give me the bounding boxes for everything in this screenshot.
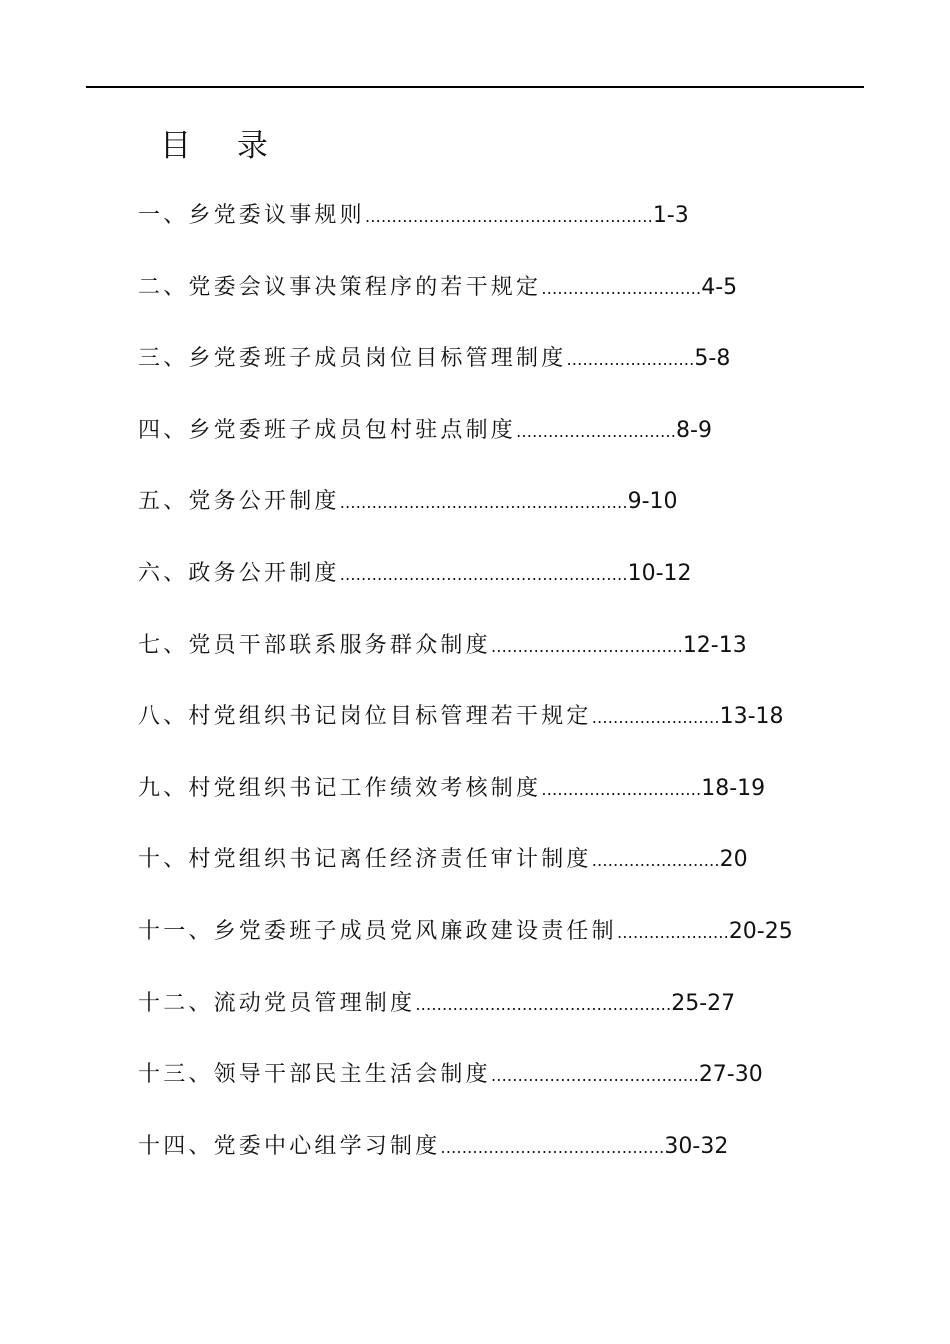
header-rule bbox=[86, 86, 864, 88]
toc-entry-leader: …………………… bbox=[591, 851, 720, 871]
toc-entry bbox=[138, 984, 838, 1056]
toc-entry-label: 四、乡党委班子成员包村驻点制度 bbox=[138, 417, 517, 443]
toc-entry bbox=[138, 626, 838, 698]
toc-entry-pages: 25-27 bbox=[671, 990, 736, 1016]
toc-entry bbox=[138, 1127, 838, 1199]
toc-entry bbox=[138, 196, 838, 268]
toc-entry-label: 一、乡党委议事规则 bbox=[138, 203, 365, 228]
toc-entry-pages: 9-10 bbox=[627, 489, 678, 515]
toc-entry-leader: ………………………………………… bbox=[415, 994, 672, 1014]
toc-entry-leader: ………………………………… bbox=[490, 1066, 699, 1086]
toc-entry-pages: 20 bbox=[719, 847, 748, 873]
toc-entry-leader: …………………… bbox=[591, 708, 720, 728]
toc-entry-pages: 20-25 bbox=[728, 918, 793, 944]
toc-entry-label: 十一、乡党委班子成员党风廉政建设责任制 bbox=[138, 918, 617, 944]
toc-entry bbox=[138, 554, 838, 626]
toc-entry-label: 九、村党组织书记工作绩效考核制度 bbox=[138, 775, 542, 801]
toc-entry bbox=[138, 912, 838, 984]
toc-entry-pages: 30-32 bbox=[664, 1133, 729, 1159]
toc-entry-pages: 5-8 bbox=[694, 346, 731, 372]
toc-entry bbox=[138, 769, 838, 841]
toc-entry-label: 七、党员干部联系服务群众制度 bbox=[138, 632, 491, 658]
toc-entry bbox=[138, 840, 838, 912]
toc-entry-label: 八、村党组织书记岗位目标管理若干规定 bbox=[138, 704, 592, 730]
toc-entry-leader: ……………………………… bbox=[490, 636, 683, 656]
toc-entry-pages: 18-19 bbox=[701, 775, 766, 801]
toc-entry-label: 二、党委会议事决策程序的若干规定 bbox=[138, 274, 542, 300]
toc-entry-label: 十、村党组织书记离任经济责任审计制度 bbox=[138, 847, 592, 873]
toc-entry-label: 十四、党委中心组学习制度 bbox=[138, 1133, 441, 1159]
toc-entry bbox=[138, 339, 838, 411]
toc-entry-label: 十二、流动党员管理制度 bbox=[138, 990, 416, 1016]
toc-entry-pages: 27-30 bbox=[698, 1062, 763, 1088]
toc-entry-leader: ……………………………………………… bbox=[339, 564, 628, 584]
toc-entry bbox=[138, 1055, 838, 1127]
toc-entry-label: 五、党务公开制度 bbox=[138, 489, 340, 515]
toc-entry-pages: 12-13 bbox=[682, 632, 747, 658]
toc-entry-pages: 10-12 bbox=[627, 560, 692, 586]
toc-entry-pages: 8-9 bbox=[676, 417, 712, 443]
toc-entry-label: 六、政务公开制度 bbox=[138, 560, 340, 586]
toc-entry-leader: ………………………… bbox=[541, 779, 702, 799]
toc-entry-label: 三、乡党委班子成员岗位目标管理制度 bbox=[138, 346, 567, 372]
toc-entry bbox=[138, 697, 838, 769]
toc-title: 目 录 bbox=[160, 128, 286, 164]
toc-list bbox=[138, 196, 838, 1198]
toc-entry-leader: ………………… bbox=[616, 922, 729, 942]
toc-entry-pages: 1-3 bbox=[652, 203, 689, 228]
toc-entry bbox=[138, 411, 838, 483]
toc-entry-leader: ……………………………………………… bbox=[364, 207, 653, 226]
toc-entry bbox=[138, 482, 838, 554]
toc-entry bbox=[138, 268, 838, 340]
toc-entry-leader: …………………… bbox=[566, 350, 695, 370]
toc-entry-leader: ……………………………………………… bbox=[339, 493, 628, 513]
toc-entry-pages: 13-18 bbox=[719, 704, 784, 730]
toc-entry-leader: ………………………… bbox=[516, 421, 677, 441]
toc-entry-leader: ………………………… bbox=[541, 278, 702, 298]
toc-entry-leader: …………………………………… bbox=[440, 1137, 665, 1157]
toc-entry-pages: 4-5 bbox=[701, 274, 738, 300]
toc-entry-label: 十三、领导干部民主生活会制度 bbox=[138, 1062, 491, 1088]
